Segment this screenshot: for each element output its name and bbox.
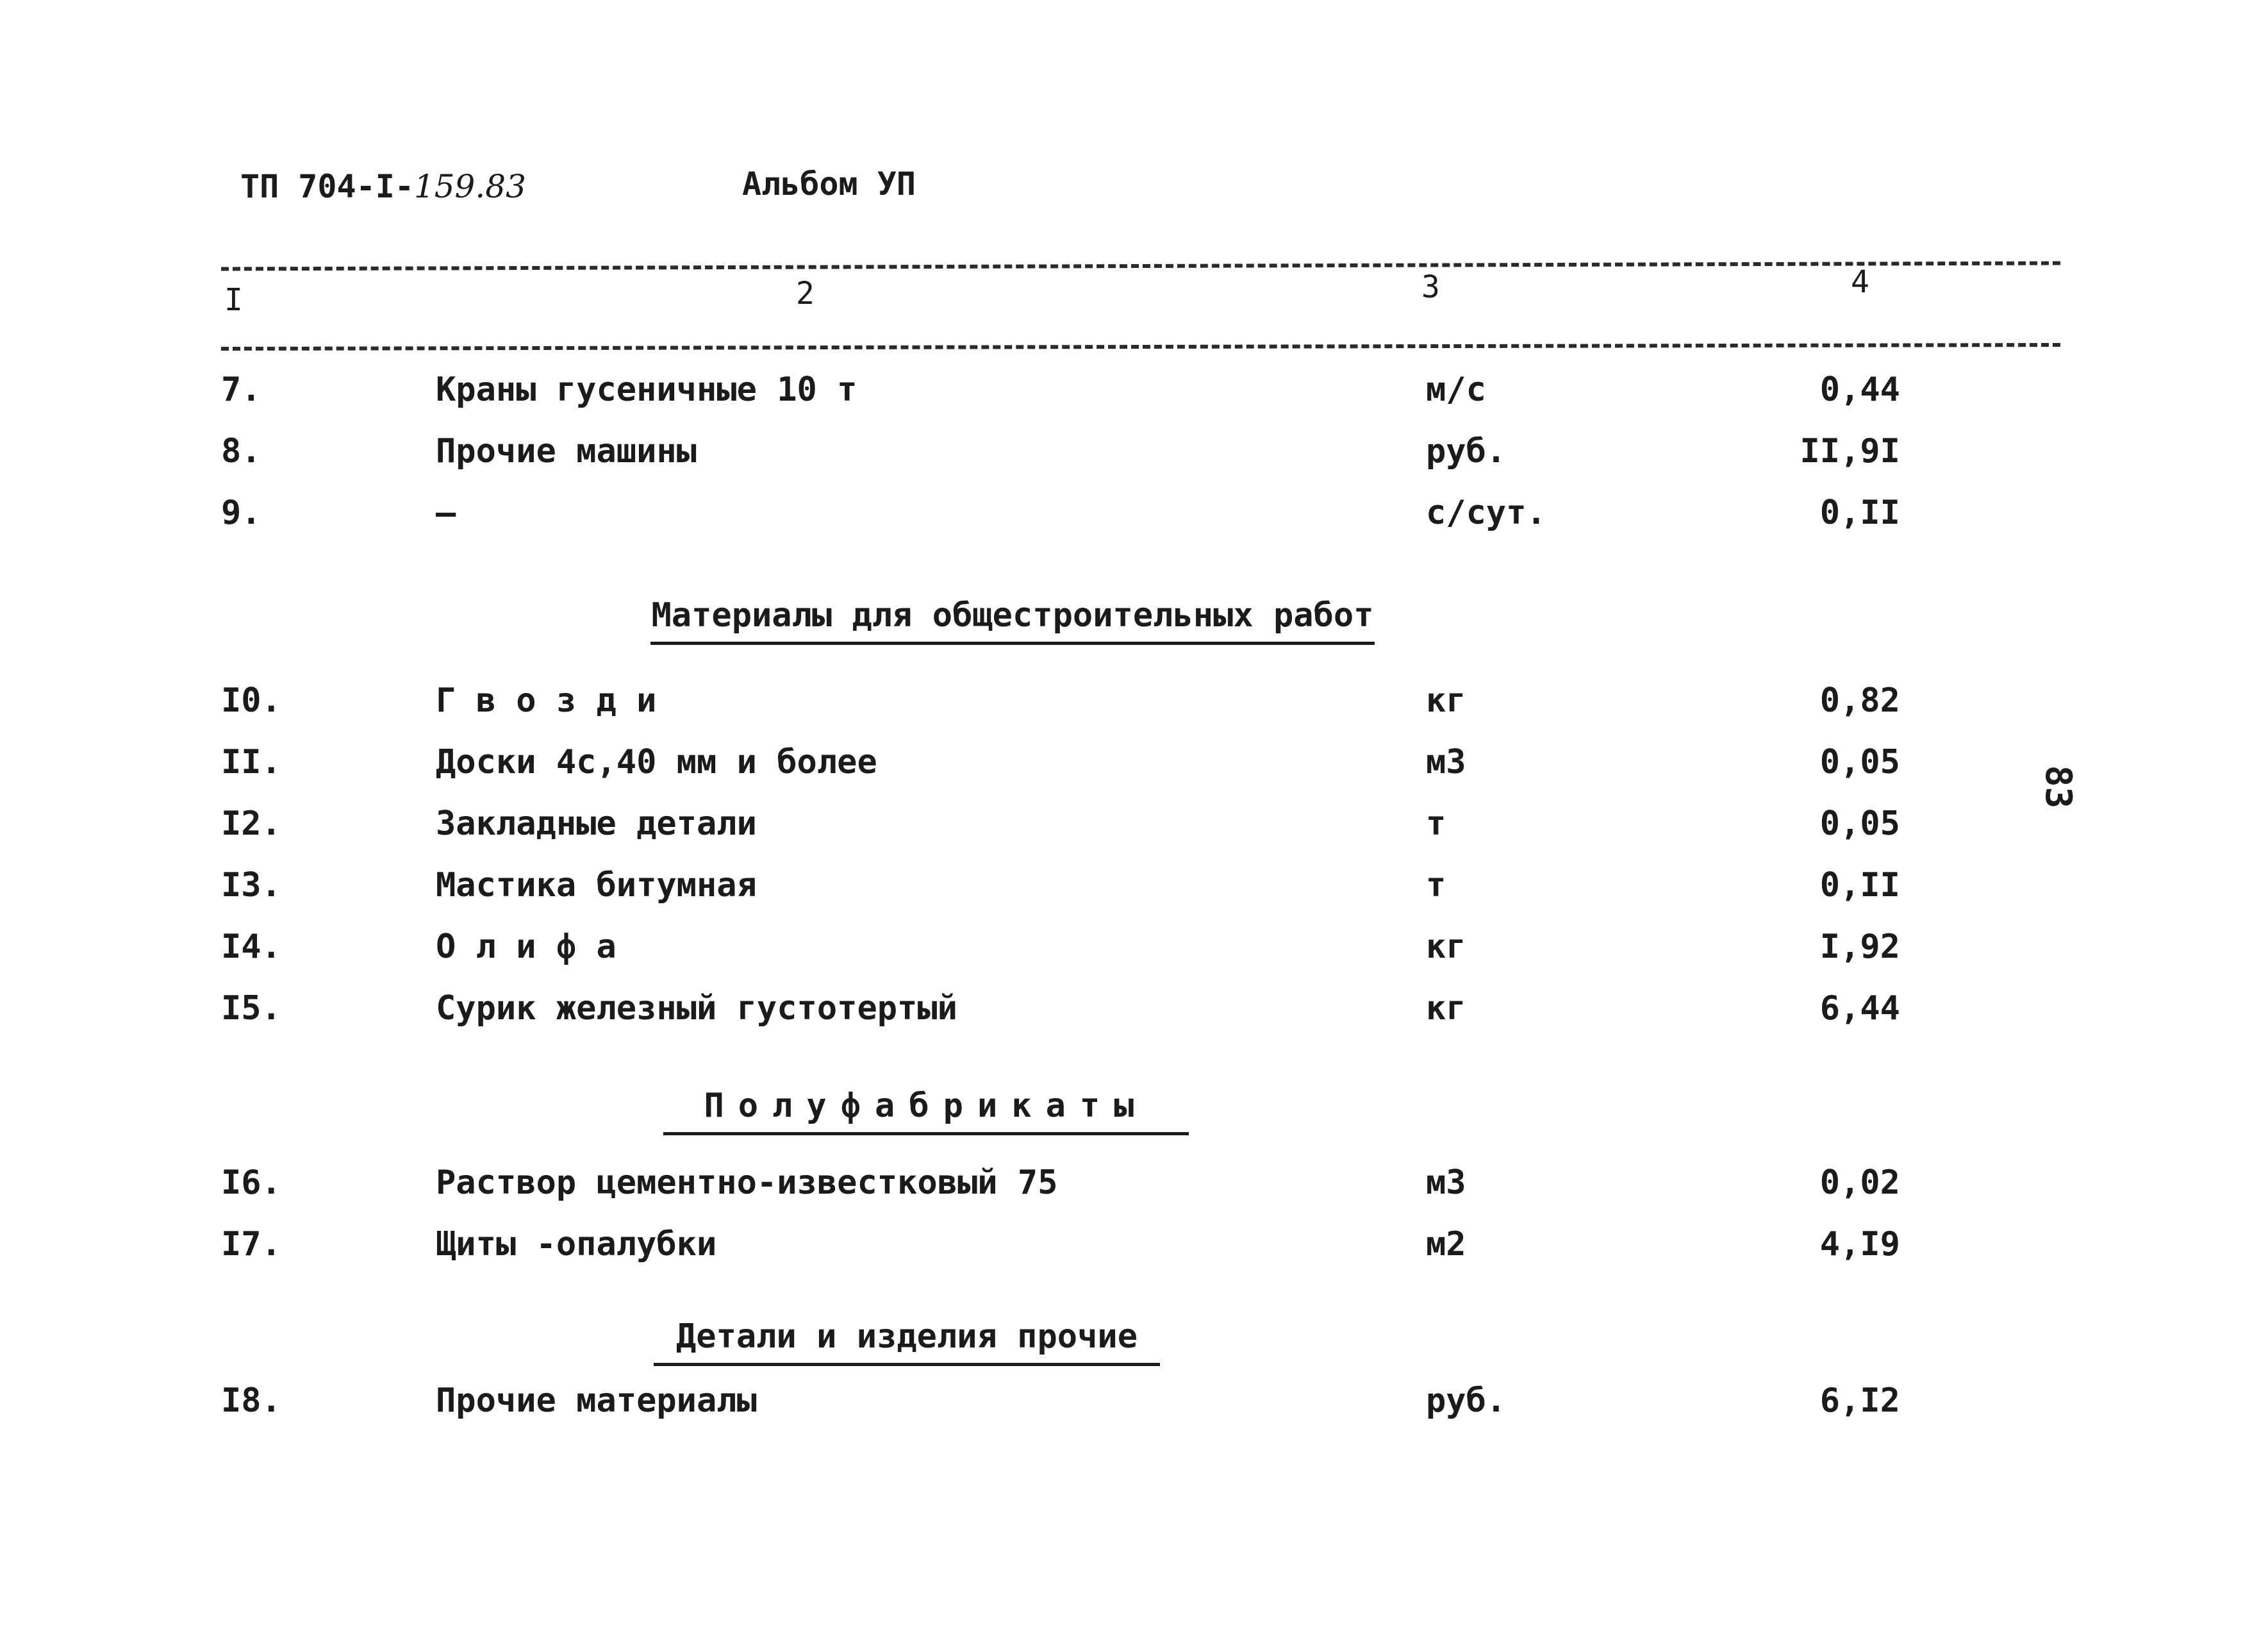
row-number: I7. [221,1225,281,1264]
page-number: 83 [2037,765,2080,809]
row-unit: руб. [1426,432,1507,471]
row-name: Раствор цементно-известковый 75 [436,1163,1058,1202]
table-row [0,983,2268,1044]
table-row [0,737,2268,798]
row-value: 6,I2 [1819,1381,1900,1420]
section-title-semifinished: Полуфабрикаты [663,1083,1189,1135]
row-name: Закладные детали [436,805,757,843]
row-name: Доски 4с,40 мм и более [436,743,877,781]
row-number: I0. [221,681,281,720]
table-row [0,860,2268,921]
row-value: 0,82 [1819,681,1900,720]
table-row [0,675,2268,737]
section-title-other: Детали и изделия прочие [654,1314,1160,1366]
row-name: Прочие материалы [436,1381,757,1420]
row-unit: т [1426,866,1446,905]
table-row [0,921,2268,983]
table-row [0,364,2268,426]
row-value: 0,05 [1819,743,1900,781]
row-name: – [436,494,456,532]
row-number: 8. [221,432,261,471]
row-name: Г в о з д и [436,681,657,720]
column-header-1: I [224,282,243,318]
row-value: 0,05 [1819,805,1900,843]
row-value: 0,44 [1819,371,1900,409]
row-number: II. [221,743,281,781]
row-value: 4,I9 [1819,1225,1900,1264]
row-name: Мастика битумная [436,866,757,905]
album-title: Альбом УП [742,165,916,203]
table-row [0,487,2268,549]
table-row [0,1219,2268,1280]
table-row [0,1375,2268,1437]
column-header-4: 4 [1851,264,1869,300]
row-value: 6,44 [1819,989,1900,1028]
header-bottom-rule [221,343,2060,351]
row-number: I4. [221,928,281,966]
row-unit: кг [1426,681,1466,720]
column-header-3: 3 [1421,269,1440,305]
row-name: Щиты -опалубки [436,1225,717,1264]
row-unit: кг [1426,989,1466,1028]
row-number: I5. [221,989,281,1028]
row-name: Краны гусеничные 10 т [436,371,857,409]
table-row [0,426,2268,487]
row-unit: м/с [1426,371,1486,409]
header-top-rule [221,261,2060,271]
row-value: 0,II [1819,494,1900,532]
column-header-2: 2 [796,276,815,312]
row-unit: кг [1426,928,1466,966]
row-unit: т [1426,805,1446,843]
row-value: II,9I [1800,432,1900,471]
row-number: I8. [221,1381,281,1420]
table-row [0,798,2268,860]
row-name: Прочие машины [436,432,697,471]
row-unit: с/сут. [1426,494,1546,532]
row-number: I2. [221,805,281,843]
table-row [0,1157,2268,1219]
row-number: I6. [221,1163,281,1202]
row-value: 0,02 [1819,1163,1900,1202]
document-code-handwritten: 159.83 [413,168,526,205]
row-unit: м2 [1426,1225,1466,1264]
document-code-prefix: ТП 704-I- [240,168,414,205]
row-name: Сурик железный густотертый [436,989,957,1028]
row-number: 7. [221,371,261,409]
document-code [240,168,526,205]
row-unit: м3 [1426,743,1466,781]
row-unit: м3 [1426,1163,1466,1202]
row-value: I,92 [1819,928,1900,966]
row-number: 9. [221,494,261,532]
row-name: О л и ф а [436,928,617,966]
row-value: 0,II [1819,866,1900,905]
section-title-materials: Материалы для общестроительных работ [650,593,1375,645]
row-number: I3. [221,866,281,905]
row-unit: руб. [1426,1381,1507,1420]
